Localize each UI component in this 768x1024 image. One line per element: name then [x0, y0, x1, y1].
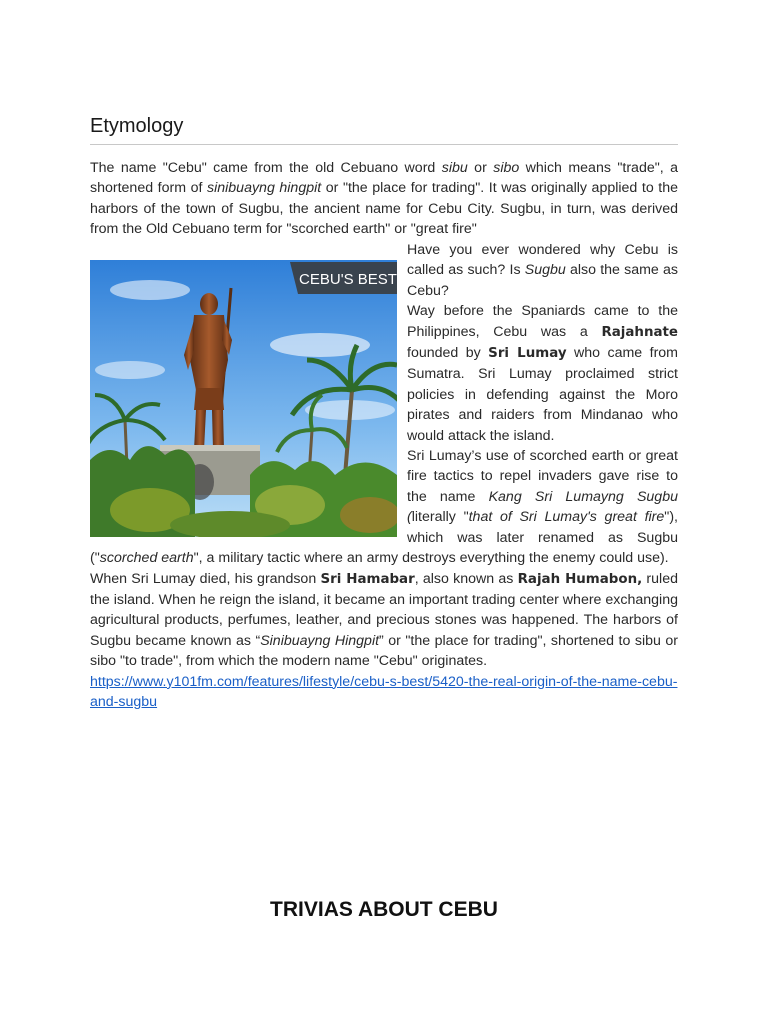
body-text: Way before the Spaniards came to the Philippines, Cebu was a	[407, 303, 678, 340]
body-italic: Sinibuayng Hingpit	[260, 632, 380, 649]
body-text: "), which was later renamed as Sugbu ("	[90, 509, 678, 567]
body-text: ", a military tactic where an army destroys everything the enemy could use).	[193, 550, 669, 567]
body-bold: Rajahnate	[601, 324, 678, 340]
intro-italic-sibu: sibu	[441, 160, 468, 176]
body-text: literally "	[411, 509, 469, 526]
body-text: Sri Lumay’s use of scorched earth or great fire tactics to repel invaders gave rise to the name	[407, 448, 678, 505]
cebus-best-badge: CEBU'S BEST	[299, 271, 397, 288]
intro-italic-sibo: sibo	[493, 160, 520, 176]
body-italic: scorched earth	[99, 550, 194, 567]
body-bold: Sri Hamabar	[320, 571, 415, 587]
intro-text: or "the place for trading". It was originally applied to the harbors of the town of Sugbu, the ancient name for Cebu City. Sugbu, in turn, was derived from the Old Cebuano term for "scorched earth" or "great fire"	[90, 180, 678, 238]
body-italic: Kang Sri Lumayng Sugbu (	[407, 488, 678, 526]
body-text: When Sri Lumay died, his grandson	[90, 570, 321, 587]
body-italic: Sugbu	[524, 262, 566, 279]
intro-text: which means "trade", a shortened form of	[90, 160, 679, 197]
body-text: ” or "the place for trading", shortened to sibu or sibo "to trade", from which the modern name "Cebu" originates.	[90, 632, 678, 670]
body-bold: Sri Lumay	[488, 346, 567, 362]
body-text: ruled the island. When he reign the island, it became an important trading center where exchanging agricultural products, perfumes, leather, and precious stones was happened. The harbors of Sugbu became known as “	[90, 570, 678, 649]
body-text: Have you ever wondered why Cebu is called as such? Is	[407, 242, 678, 279]
intro-text: The name "Cebu" came from the old Cebuano word	[90, 160, 442, 176]
intro-text: or	[467, 160, 494, 176]
body-text: who came from Sumatra. Sri Lumay proclaimed strict policies in defending against the Moro pirates and raiders from Mindanao who would attack the island.	[407, 345, 679, 444]
body-italic: that of Sri Lumay's great fire	[468, 509, 665, 526]
body-with-image	[90, 240, 678, 712]
body-text: founded by	[407, 345, 489, 362]
section-heading: Etymology	[90, 115, 678, 145]
body-text: also the same as Cebu?	[407, 262, 678, 299]
lapulapu-statue-image	[90, 260, 397, 537]
trivia-title: TRIVIAS ABOUT CEBU	[270, 898, 498, 921]
intro-paragraph	[90, 158, 678, 240]
paragraph-humabon	[90, 569, 678, 672]
intro-italic-sinibuayng: sinibuayng hingpit	[207, 180, 322, 197]
body-text: , also known as	[414, 570, 518, 587]
body-bold: Rajah Humabon,	[517, 571, 643, 587]
source-link[interactable]: https://www.y101fm.com/features/lifestyle/cebu-s-best/5420-the-real-origin-of-the-name-cebu-and-sugbu	[90, 673, 678, 710]
